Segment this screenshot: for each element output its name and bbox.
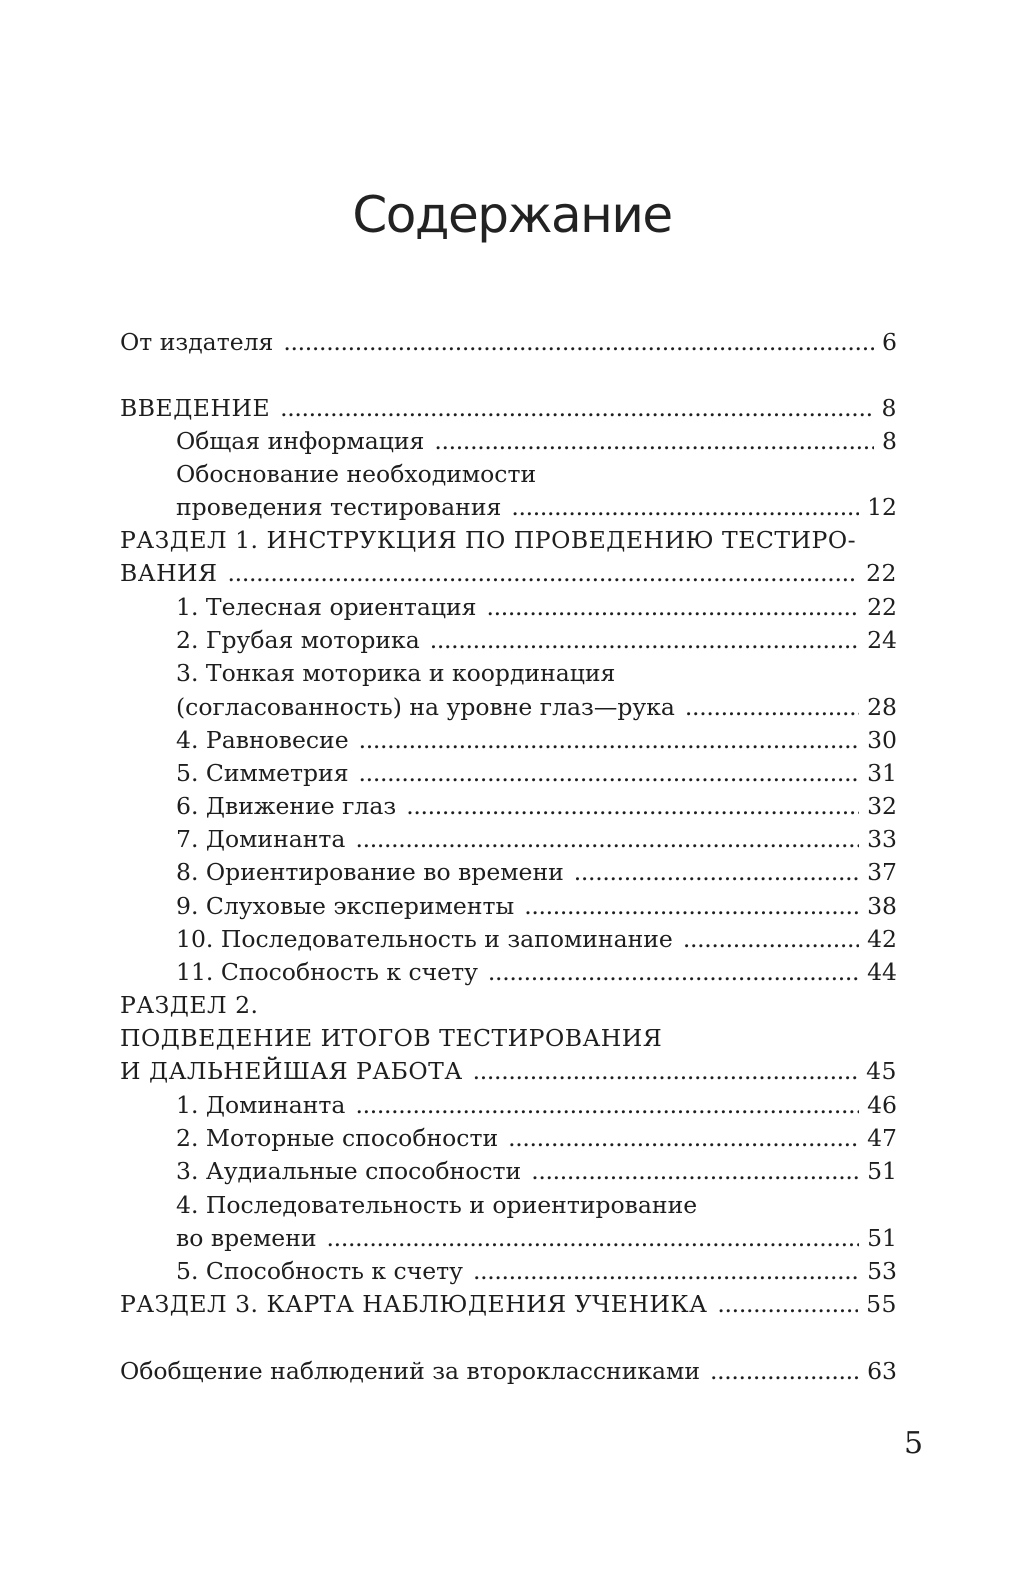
- entry-title: 9. Слуховые эксперименты: [176, 892, 515, 920]
- entry-title: Обобщение наблюдений за второклассниками: [120, 1357, 700, 1385]
- entry-title: РАЗДЕЛ 3. КАРТА НАБЛЮДЕНИЯ УЧЕНИКА: [120, 1290, 708, 1318]
- entry-page: 53: [867, 1257, 897, 1285]
- entry-page: 51: [867, 1157, 897, 1185]
- dot-leader: [710, 1355, 859, 1388]
- dot-leader: [531, 1155, 859, 1188]
- entry-page: 42: [867, 925, 897, 953]
- toc-entry-fine-motor-line1[interactable]: [0, 657, 1024, 690]
- toc-entry-general-info[interactable]: [0, 425, 1024, 458]
- page-number: 5: [904, 1426, 924, 1461]
- entry-page: 6: [882, 328, 897, 356]
- entry-title: РАЗДЕЛ 1. ИНСТРУКЦИЯ ПО ПРОВЕДЕНИЮ ТЕСТИРО-: [120, 526, 857, 554]
- entry-title: проведения тестирования: [176, 493, 502, 521]
- entry-page: 8: [881, 394, 897, 422]
- dot-leader: [717, 1288, 858, 1321]
- entry-title: 7. Доминанта: [176, 825, 346, 853]
- entry-page: 33: [867, 825, 897, 853]
- entry-title: 4. Последовательность и ориентирование: [176, 1191, 698, 1219]
- entry-page: 44: [867, 958, 897, 986]
- toc-entry-s2-sequence-line1[interactable]: [0, 1189, 1024, 1222]
- entry-title: 11. Способность к счету: [176, 958, 478, 986]
- dot-leader: [355, 1089, 859, 1122]
- dot-leader: [280, 392, 873, 425]
- entry-page: 47: [867, 1124, 897, 1152]
- entry-title: 3. Аудиальные способности: [176, 1157, 522, 1185]
- entry-page: 12: [867, 493, 897, 521]
- toc-entry-sequencing[interactable]: [0, 923, 1024, 956]
- toc-entry-fine-motor[interactable]: [0, 691, 1024, 724]
- entry-page: 46: [867, 1091, 897, 1119]
- entry-page: 37: [867, 858, 897, 886]
- entry-title: 8. Ориентирование во времени: [176, 858, 564, 886]
- toc-entry-s2-audial[interactable]: [0, 1155, 1024, 1188]
- dot-leader: [359, 724, 859, 757]
- dot-leader: [488, 956, 859, 989]
- entry-title: 5. Способность к счету: [176, 1257, 463, 1285]
- dot-leader: [355, 823, 859, 856]
- toc-entry-section2-line1[interactable]: [0, 989, 1024, 1022]
- dot-leader: [486, 591, 859, 624]
- toc-entry-summary[interactable]: [0, 1355, 1024, 1388]
- dot-leader: [327, 1222, 860, 1255]
- toc-entry-introduction[interactable]: [0, 392, 1024, 425]
- toc-entry-balance[interactable]: [0, 724, 1024, 757]
- entry-title: 5. Симметрия: [176, 759, 349, 787]
- entry-title: Обоснование необходимости: [176, 460, 537, 488]
- dot-leader: [473, 1255, 859, 1288]
- toc-entry-publisher[interactable]: [0, 326, 1024, 359]
- toc-entry-gross-motor[interactable]: [0, 624, 1024, 657]
- entry-title: От издателя: [120, 328, 274, 356]
- toc-entry-eye-movement[interactable]: [0, 790, 1024, 823]
- entry-title: РАЗДЕЛ 2.: [120, 991, 259, 1019]
- entry-title: 6. Движение глаз: [176, 792, 397, 820]
- dot-leader: [434, 425, 874, 458]
- entry-title: 10. Последовательность и запоминание: [176, 925, 673, 953]
- entry-page: 28: [867, 693, 897, 721]
- entry-page: 24: [867, 626, 897, 654]
- entry-title: 3. Тонкая моторика и координация: [176, 659, 616, 687]
- entry-title: ВВЕДЕНИЕ: [120, 394, 271, 422]
- entry-title: 2. Грубая моторика: [176, 626, 420, 654]
- toc-entry-justification[interactable]: [0, 491, 1024, 524]
- entry-page: 45: [866, 1057, 897, 1085]
- toc-entry-section1-line1[interactable]: [0, 524, 1024, 557]
- toc-entry-section1[interactable]: [0, 557, 1024, 590]
- entry-page: 22: [866, 559, 897, 587]
- toc-entry-time-orientation[interactable]: [0, 856, 1024, 889]
- entry-page: 31: [867, 759, 897, 787]
- toc-entry-s2-motor[interactable]: [0, 1122, 1024, 1155]
- entry-page: 38: [867, 892, 897, 920]
- entry-title: Общая информация: [176, 427, 425, 455]
- toc-entry-s2-dominance[interactable]: [0, 1089, 1024, 1122]
- entry-title: (согласованность) на уровне глаз—рука: [176, 693, 675, 721]
- entry-page: 51: [867, 1224, 897, 1252]
- toc-entry-dominance[interactable]: [0, 823, 1024, 856]
- entry-title: ВАНИЯ: [120, 559, 218, 587]
- toc-entry-auditory[interactable]: [0, 890, 1024, 923]
- dot-leader: [359, 757, 860, 790]
- dot-leader: [683, 923, 859, 956]
- toc-entry-section3[interactable]: [0, 1288, 1024, 1321]
- entry-page: 63: [867, 1357, 897, 1385]
- toc-entry-section2-line2[interactable]: [0, 1022, 1024, 1055]
- dot-leader: [511, 491, 859, 524]
- dot-leader: [508, 1122, 859, 1155]
- entry-title: 4. Равновесие: [176, 726, 349, 754]
- dot-leader: [228, 557, 859, 590]
- entry-page: 55: [866, 1290, 897, 1318]
- toc-entry-s2-counting[interactable]: [0, 1255, 1024, 1288]
- dot-leader: [524, 890, 859, 923]
- toc-entry-counting[interactable]: [0, 956, 1024, 989]
- entry-page: 32: [867, 792, 897, 820]
- entry-title: 1. Телесная ориентация: [176, 593, 477, 621]
- entry-title: И ДАЛЬНЕЙШАЯ РАБОТА: [120, 1057, 463, 1085]
- entry-title: 1. Доминанта: [176, 1091, 346, 1119]
- entry-page: 8: [882, 427, 897, 455]
- dot-leader: [283, 326, 874, 359]
- dot-leader: [574, 856, 859, 889]
- page-title: Содержание: [352, 186, 672, 244]
- toc-entry-symmetry[interactable]: [0, 757, 1024, 790]
- dot-leader: [685, 691, 859, 724]
- toc-entry-s2-sequence[interactable]: [0, 1222, 1024, 1255]
- entry-page: 22: [867, 593, 897, 621]
- dot-leader: [430, 624, 859, 657]
- entry-page: 30: [867, 726, 897, 754]
- toc-entry-body-orientation[interactable]: [0, 591, 1024, 624]
- toc-entry-justification-line1[interactable]: [0, 458, 1024, 491]
- dot-leader: [473, 1055, 858, 1088]
- entry-title: во времени: [176, 1224, 317, 1252]
- dot-leader: [406, 790, 859, 823]
- entry-title: 2. Моторные способности: [176, 1124, 499, 1152]
- toc-entry-section2[interactable]: [0, 1055, 1024, 1088]
- entry-title: ПОДВЕДЕНИЕ ИТОГОВ ТЕСТИРОВАНИЯ: [120, 1024, 663, 1052]
